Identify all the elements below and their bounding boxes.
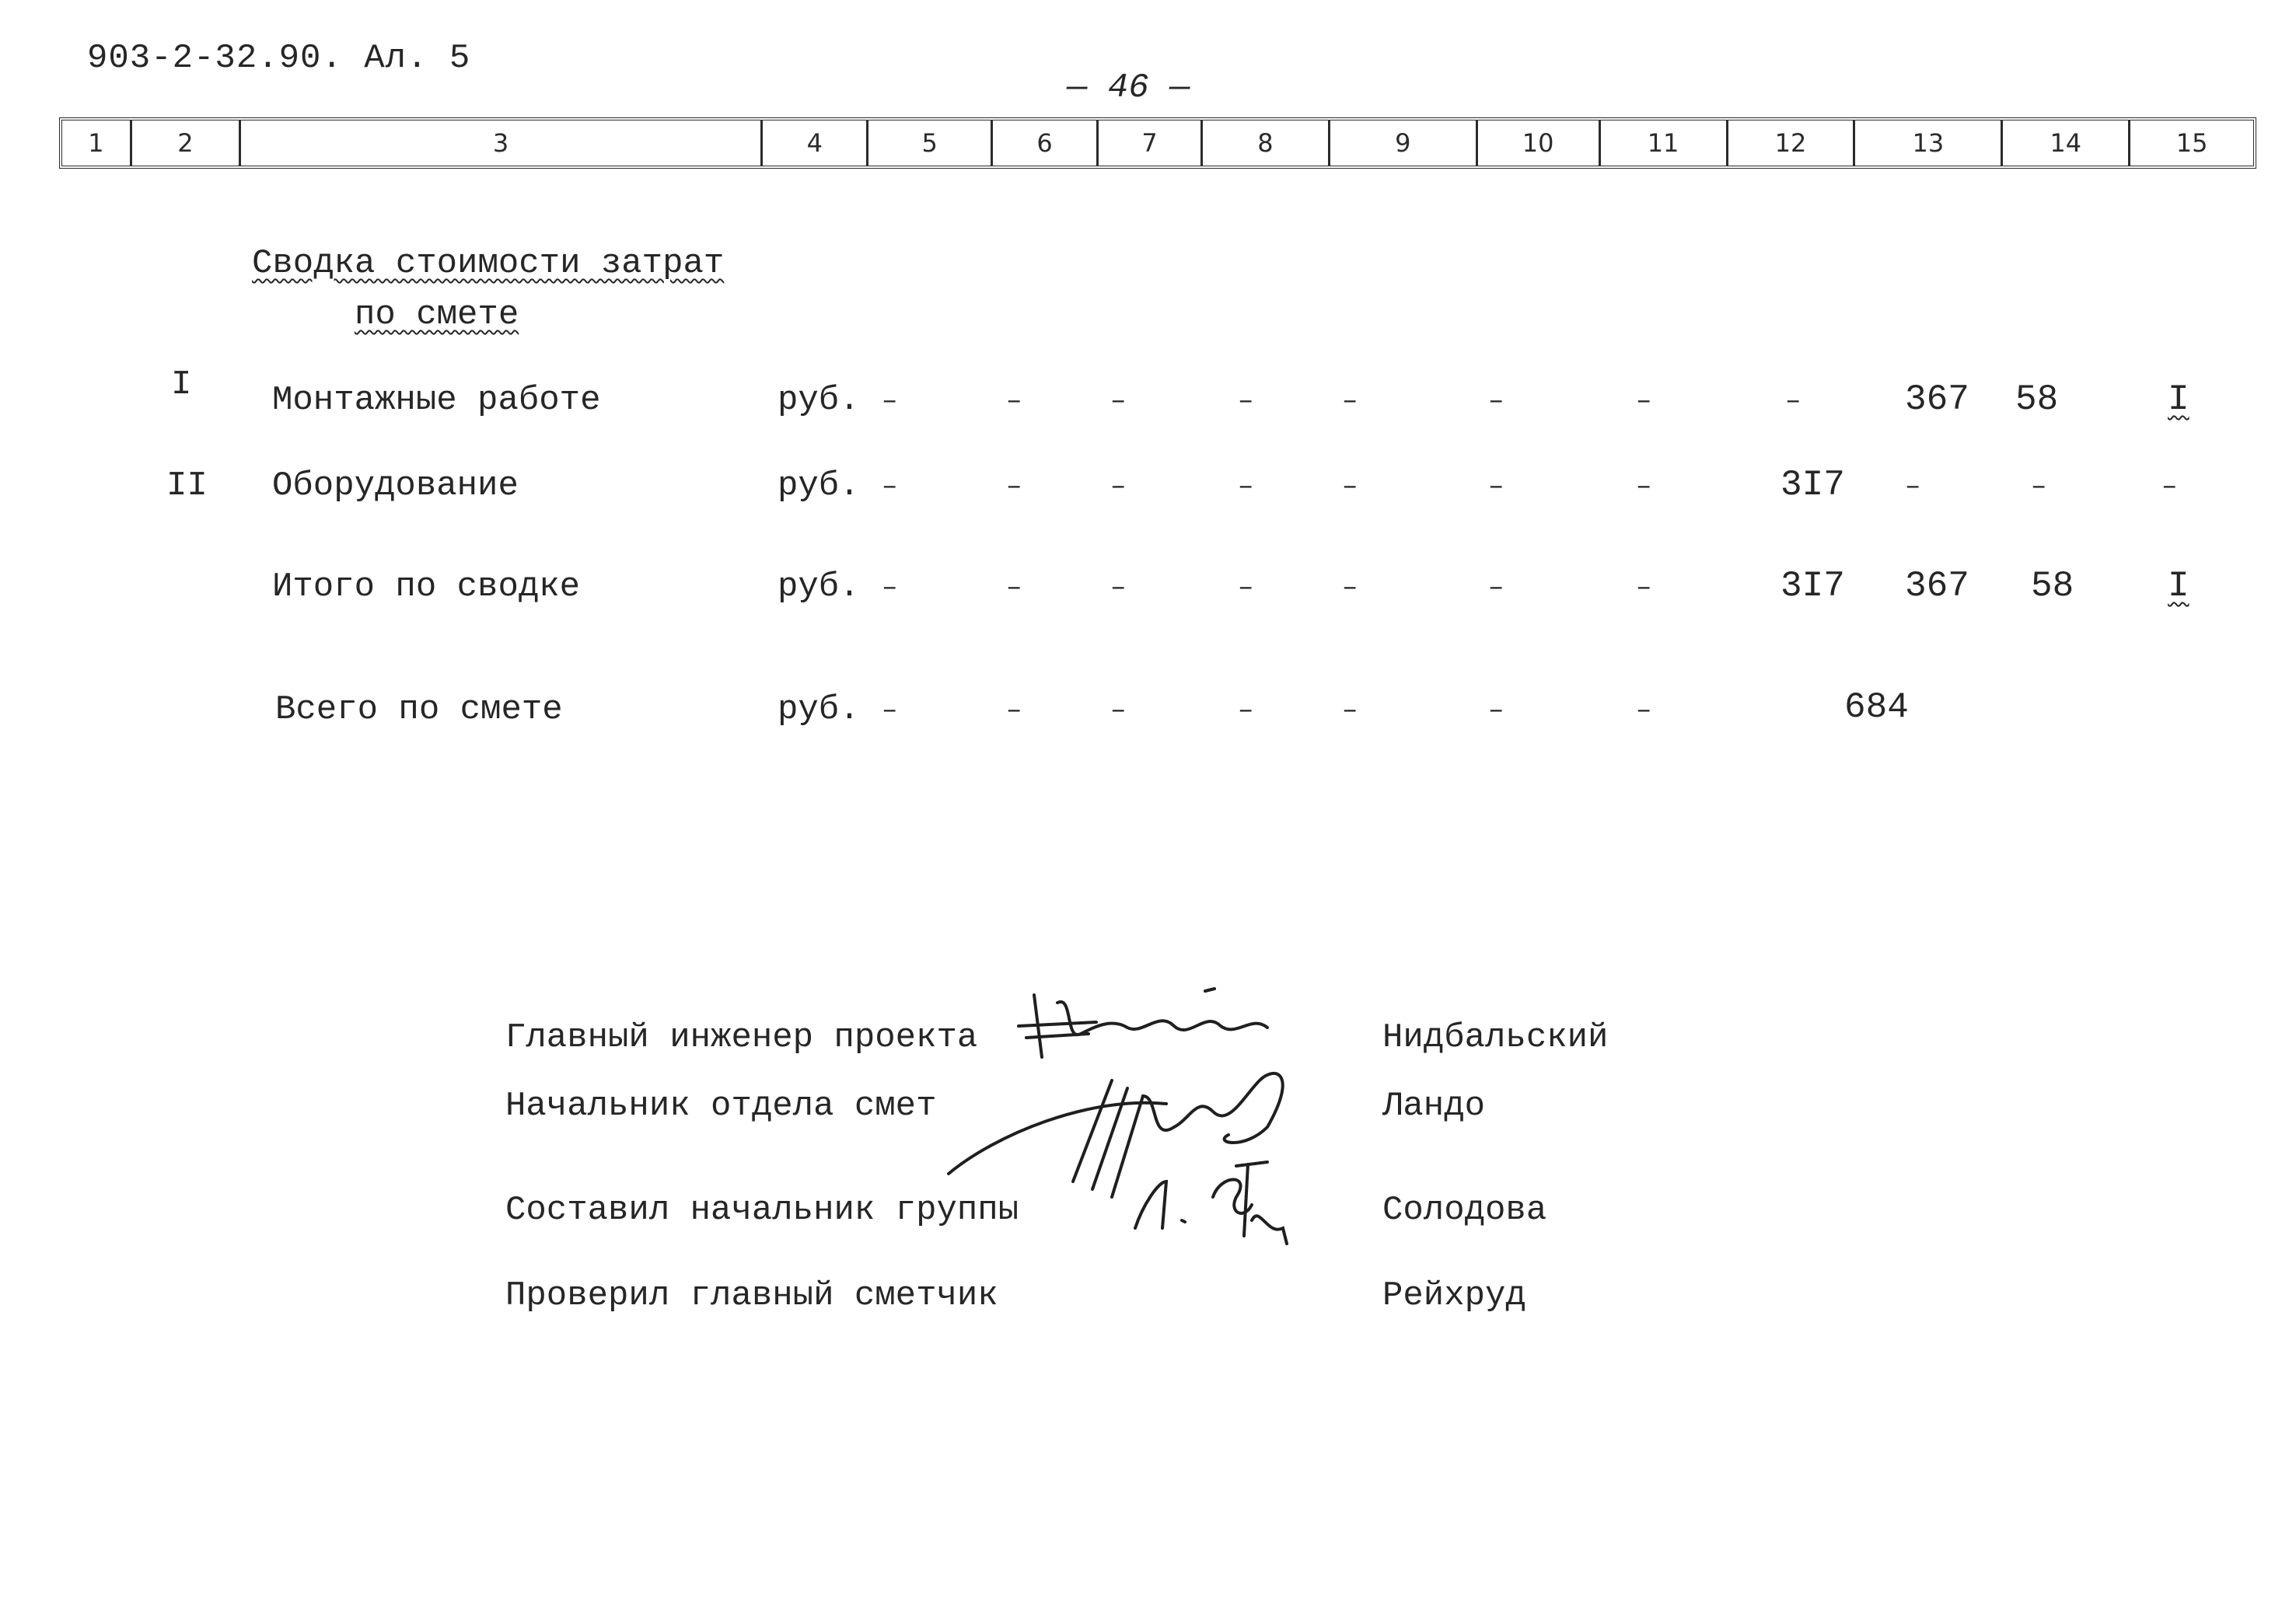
dash: – <box>882 696 898 726</box>
dash: – <box>1488 574 1504 603</box>
page-number: — 46 — <box>1067 68 1190 107</box>
dash: – <box>1488 387 1504 417</box>
row-numeral: II <box>166 466 208 505</box>
dash: – <box>1636 574 1652 603</box>
column-number: 10 <box>1478 120 1601 166</box>
column-number: 2 <box>132 120 241 166</box>
column-number: 4 <box>763 120 868 166</box>
cell-col13: – <box>1905 473 1921 502</box>
dash: – <box>1110 574 1127 603</box>
grand-total: 684 <box>1844 687 1909 728</box>
row-unit: руб. <box>778 690 860 729</box>
cell-col14: – <box>2031 473 2047 502</box>
dash: – <box>882 387 898 417</box>
signer-role: Главный инженер проекта <box>505 1018 978 1057</box>
column-number: 12 <box>1728 120 1856 166</box>
signer-name: Нидбальский <box>1382 1018 1609 1057</box>
dash: – <box>1342 387 1358 417</box>
dash: – <box>1238 387 1254 417</box>
dash: – <box>1238 696 1254 726</box>
dash: – <box>1110 696 1127 726</box>
dash: – <box>1006 387 1022 417</box>
column-number: 11 <box>1601 120 1728 166</box>
column-number: 8 <box>1203 120 1330 166</box>
column-number: 14 <box>2003 120 2130 166</box>
dash: – <box>1636 387 1652 417</box>
column-number: 7 <box>1099 120 1203 166</box>
cell-col15: – <box>2161 473 2178 502</box>
dash: – <box>1006 696 1022 726</box>
document-code: 903-2-32.90. Ал. 5 <box>87 39 471 78</box>
dash: – <box>1636 696 1652 726</box>
dash: – <box>1110 473 1127 502</box>
row-name: Всего по смете <box>275 690 563 729</box>
row-name: Оборудование <box>272 466 519 505</box>
cell-col12: 3I7 <box>1781 566 1845 606</box>
section-subtitle: по смете <box>355 295 519 334</box>
cell-col13: 367 <box>1905 566 1969 606</box>
dash: – <box>1785 387 1802 417</box>
row-name: Монтажные работе <box>272 381 601 420</box>
column-number: 13 <box>1855 120 2003 166</box>
dash: – <box>1238 574 1254 603</box>
dash: – <box>1006 574 1022 603</box>
dash: – <box>1110 387 1127 417</box>
column-number: 9 <box>1330 120 1478 166</box>
dash: – <box>1342 574 1358 603</box>
row-name: Итого по сводке <box>272 567 581 606</box>
cell-col14: 58 <box>2031 566 2074 606</box>
cell-col15: I <box>2168 379 2189 420</box>
cell-col12: 3I7 <box>1781 465 1845 505</box>
row-unit: руб. <box>778 381 860 420</box>
dash: – <box>1238 473 1254 502</box>
cell-col13: 367 <box>1905 379 1969 420</box>
dash: – <box>1342 473 1358 502</box>
dash: – <box>882 574 898 603</box>
signer-role: Составил начальник группы <box>505 1191 1019 1230</box>
signature-group-leader <box>1120 1150 1337 1267</box>
dash: – <box>1636 473 1652 502</box>
signer-name: Солодова <box>1382 1191 1547 1230</box>
column-number-strip <box>59 117 2256 169</box>
signer-name: Ландо <box>1382 1087 1486 1126</box>
dash: – <box>1488 696 1504 726</box>
column-number: 6 <box>993 120 1099 166</box>
dash: – <box>882 473 898 502</box>
section-title: Сводка стоимости затрат <box>252 244 725 283</box>
column-number: 1 <box>62 120 132 166</box>
column-number: 15 <box>2175 128 2208 158</box>
cell-col14: 58 <box>2015 379 2059 420</box>
row-unit: руб. <box>778 466 860 505</box>
signer-role: Начальник отдела смет <box>505 1087 937 1126</box>
signer-name: Рейхруд <box>1382 1276 1526 1315</box>
dash: – <box>1006 473 1022 502</box>
column-number: 3 <box>241 120 764 166</box>
dash: – <box>1488 473 1504 502</box>
dash: – <box>1342 696 1358 726</box>
row-unit: руб. <box>778 567 860 606</box>
signer-role: Проверил главный сметчик <box>505 1276 998 1315</box>
cell-col15: I <box>2168 566 2189 606</box>
column-number: 5 <box>868 120 993 166</box>
row-numeral: I <box>171 365 192 404</box>
